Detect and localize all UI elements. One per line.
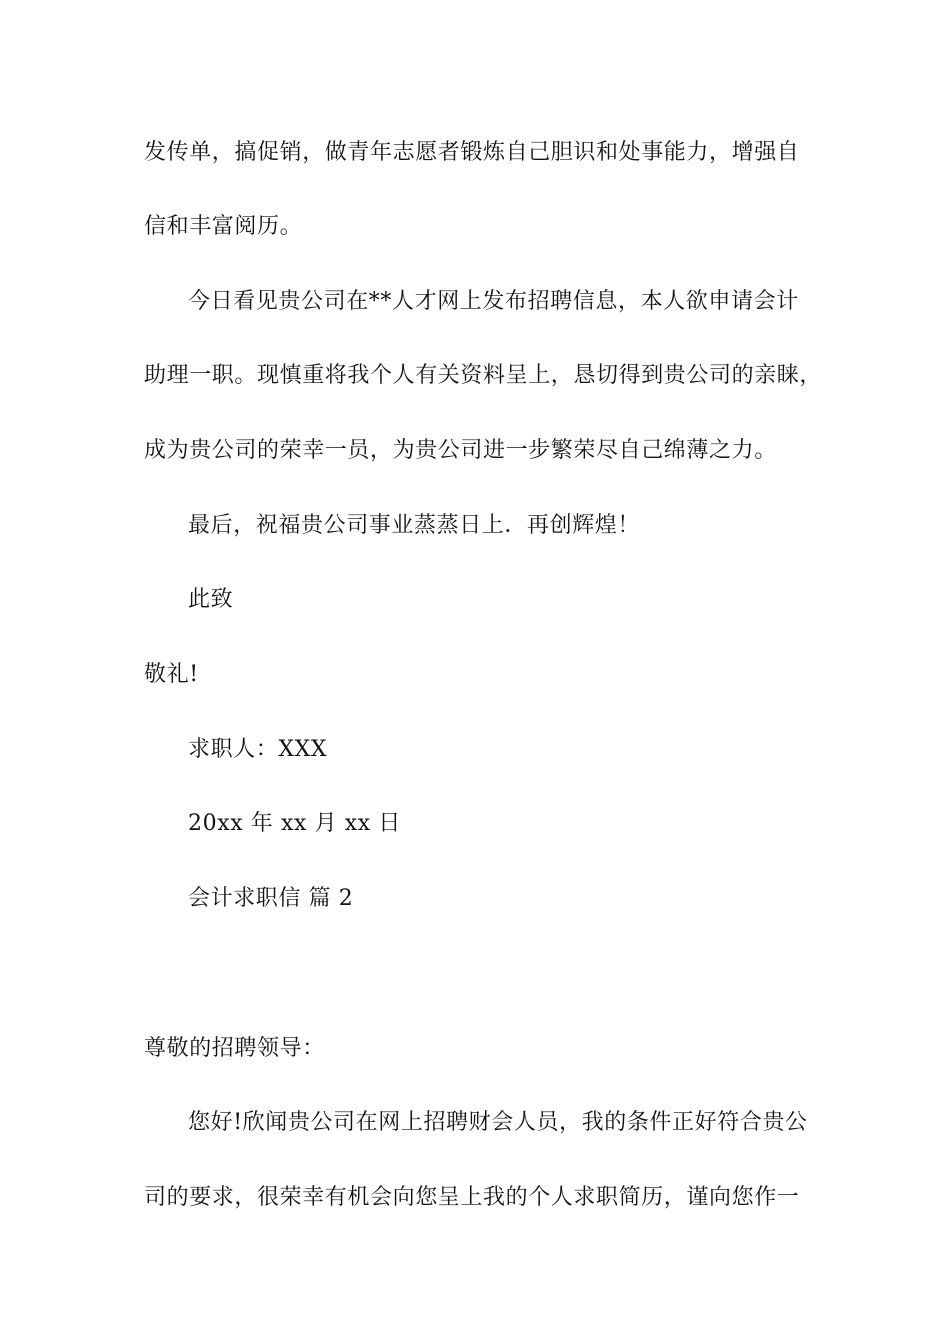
section-heading: 会计求职信 篇 2 bbox=[188, 886, 354, 911]
salutation-closing: 此致 bbox=[188, 587, 234, 612]
letter-date: 20xx 年 xx 月 xx 日 bbox=[188, 811, 402, 836]
salutation-respect: 敬礼! bbox=[144, 662, 199, 687]
paragraph-line: 今日看见贵公司在**人才网上发布招聘信息，本人欲申请会计 bbox=[188, 289, 799, 314]
applicant-signature: 求职人：XXX bbox=[188, 737, 328, 762]
paragraph-line: 您好!欣闻贵公司在网上招聘财会人员，我的条件正好符合贵公 bbox=[188, 1110, 808, 1135]
closing-wish: 最后，祝福贵公司事业蒸蒸日上．再创辉煌！ bbox=[188, 513, 641, 538]
paragraph-line: 司的要求，很荣幸有机会向您呈上我的个人求职简历，谨向您作一 bbox=[144, 1185, 800, 1210]
paragraph-line: 信和丰富阅历。 bbox=[144, 214, 303, 239]
paragraph-line: 助理一职。现慎重将我个人有关资料呈上，恳切得到贵公司的亲睐， bbox=[144, 363, 823, 388]
paragraph-line: 成为贵公司的荣幸一员，为贵公司进一步繁荣尽自己绵薄之力。 bbox=[144, 438, 777, 463]
greeting: 尊敬的招聘领导： bbox=[144, 1036, 325, 1061]
paragraph-line: 发传单，搞促销，做青年志愿者锻炼自己胆识和处事能力，增强自 bbox=[144, 140, 800, 165]
